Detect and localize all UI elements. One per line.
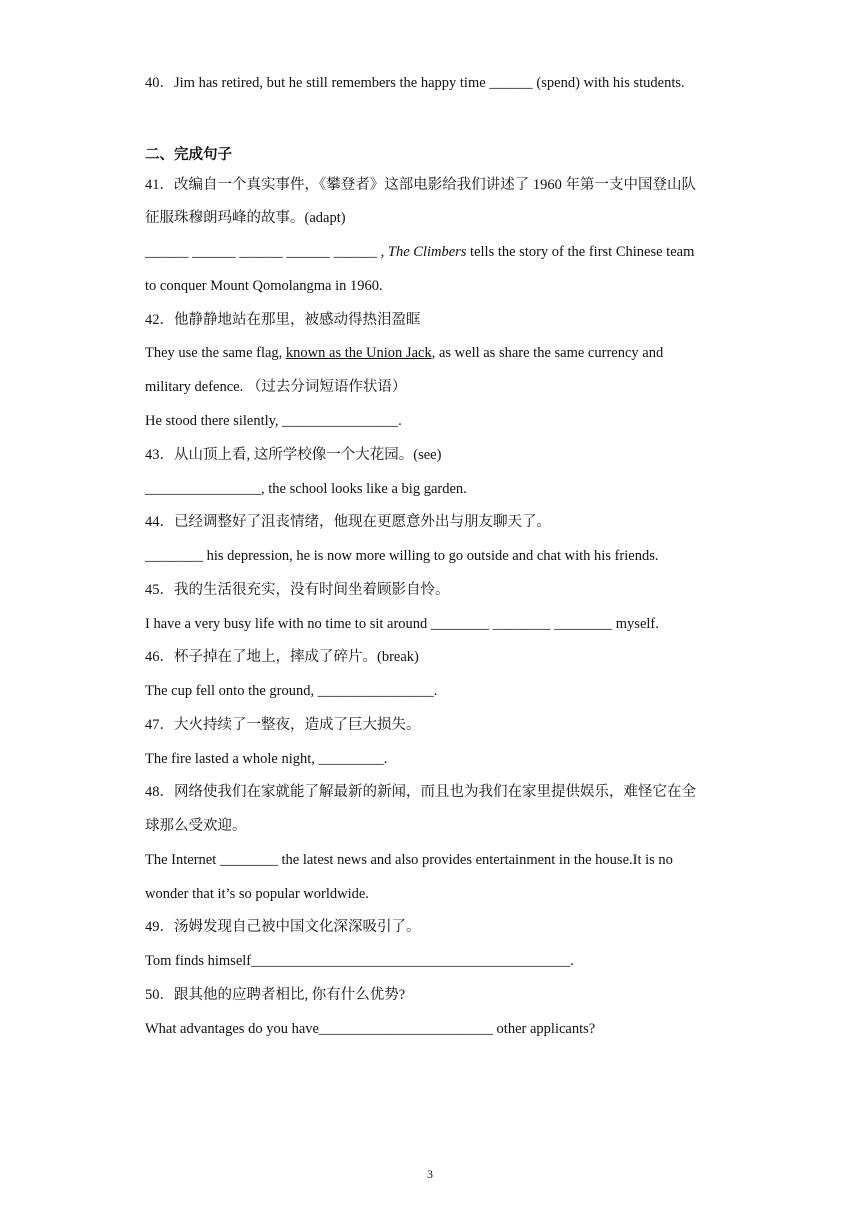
question-48-english-line-1: The Internet ________ the latest news and also provides entertainment in the house.It is no <box>145 852 673 868</box>
question-45-chinese-line-1: 45．我的生活很充实，没有时间坐着顾影自怜。 <box>145 582 450 598</box>
question-49-english-line-1: Tom finds himself____________________________________________. <box>145 953 574 969</box>
question-41-chinese-line-2: 征服珠穆朗玛峰的故事。(adapt) <box>145 210 346 226</box>
question-49-chinese-line-1: 49．汤姆发现自己被中国文化深深吸引了。 <box>145 919 421 935</box>
question-48-english-line-2: wonder that it’s so popular worldwide. <box>145 886 369 902</box>
question-41-blanks: ______ ______ ______ ______ ______ , <box>145 244 388 260</box>
question-42-example-line-1 <box>145 344 663 362</box>
question-44-english-line-1: ________ his depression, he is now more willing to go outside and chat with his friends. <box>145 548 659 564</box>
question-43-chinese-line-1: 43．从山顶上看, 这所学校像一个大花园。(see) <box>145 447 442 463</box>
question-45-english-line-1: I have a very busy life with no time to sit around ________ ________ ________ myself. <box>145 616 659 632</box>
question-46-english-line-1: The cup fell onto the ground, ________________. <box>145 683 438 699</box>
section-title: 二、完成句子 <box>145 147 232 163</box>
question-50-english-line-1: What advantages do you have________________________ other applicants? <box>145 1021 596 1037</box>
question-40-text: 40．Jim has retired, but he still remembers the happy time ______ (spend) with his students. <box>145 75 685 91</box>
question-46-chinese-line-1: 46．杯子掉在了地上，摔成了碎片。(break) <box>145 649 419 665</box>
question-42-example-underlined: known as the Union Jack <box>285 345 432 361</box>
question-42-example-post: , as well as share the same currency and <box>431 345 664 361</box>
page-number: 3 <box>427 1167 433 1181</box>
question-47-english-line-1: The fire lasted a whole night, _________. <box>145 751 388 767</box>
question-43-english-line-1: ________________, the school looks like a big garden. <box>145 481 467 497</box>
question-41-chinese-line-1: 41．改编自一个真实事件，《攀登者》这部电影给我们讲述了 1960 年第一支中国登山队 <box>145 177 696 193</box>
question-50-chinese-line-1: 50．跟其他的应聘者相比, 你有什么优势? <box>145 987 406 1003</box>
question-41-english-line-1 <box>145 243 694 261</box>
question-42-example-line-2: military defence. （过去分词短语作状语） <box>145 379 407 395</box>
question-47-chinese-line-1: 47．大火持续了一整夜，造成了巨大损失。 <box>145 717 421 733</box>
question-41-english-rest: tells the story of the first Chinese team <box>466 244 695 260</box>
question-44-chinese-line-1: 44．已经调整好了沮丧情绪，他现在更愿意外出与朋友聊天了。 <box>145 514 551 530</box>
question-42-english-line-1: He stood there silently, ________________. <box>145 413 402 429</box>
question-48-chinese-line-1: 48．网络使我们在家就能了解最新的新闻，而且也为我们在家里提供娱乐，难怪它在全 <box>145 784 696 800</box>
question-42-chinese-line-1: 42．他静静地站在那里，被感动得热泪盈眶 <box>145 312 421 328</box>
question-42-example-pre: They use the same flag, <box>145 345 286 361</box>
movie-title: The Climbers <box>387 244 467 260</box>
question-48-chinese-line-2: 球那么受欢迎。 <box>145 818 247 834</box>
question-41-english-line-2: to conquer Mount Qomolangma in 1960. <box>145 278 383 294</box>
